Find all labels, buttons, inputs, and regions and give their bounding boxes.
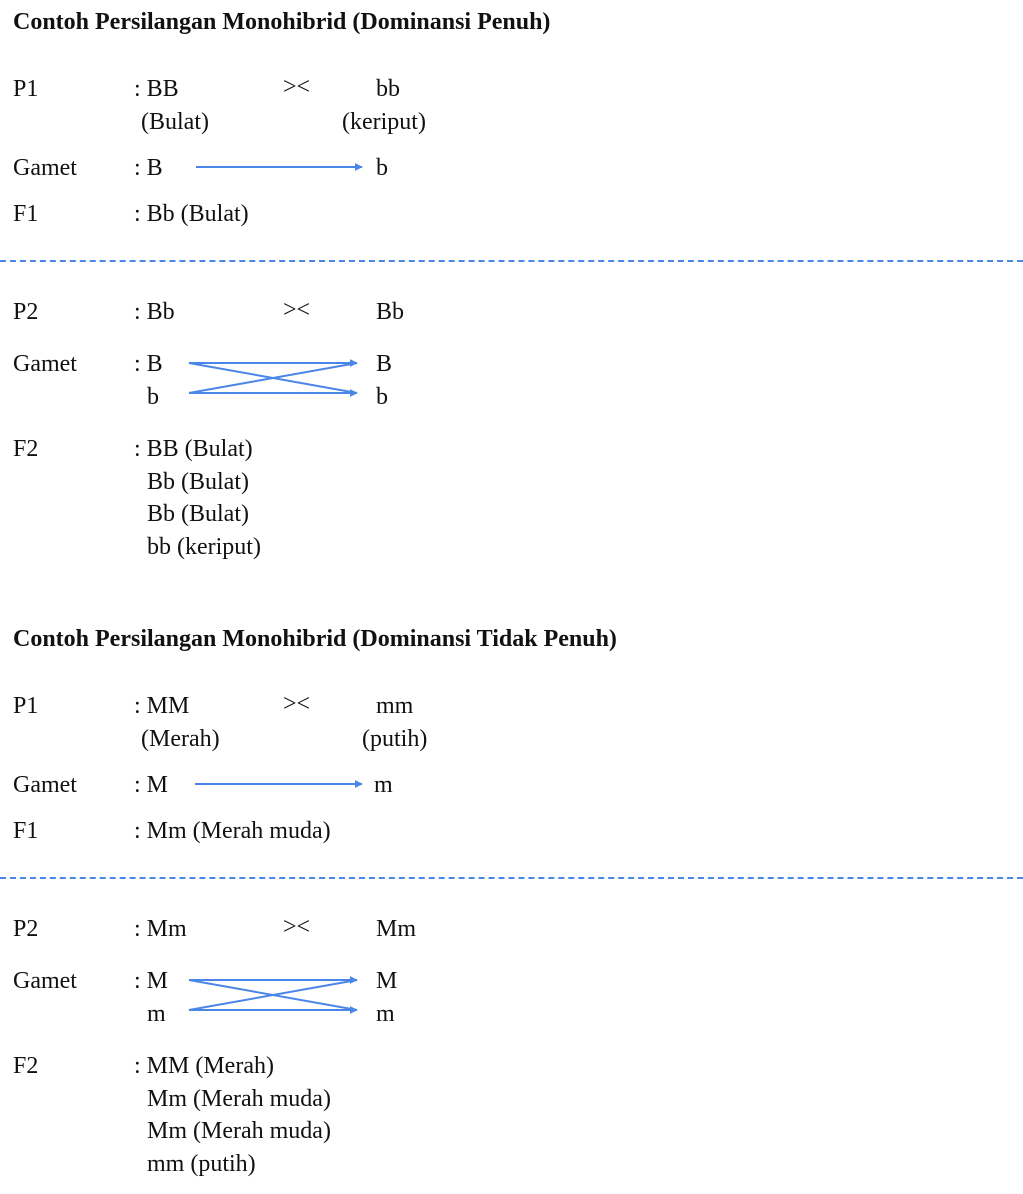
p1-left-phenotype: (Merah) xyxy=(141,726,220,752)
p1-left-genotype: : MM xyxy=(134,693,190,719)
f1-label: F1 xyxy=(13,201,39,227)
f2-line: : MM (Merah) xyxy=(134,1053,274,1079)
cross-symbol: >< xyxy=(283,914,311,940)
gamet-left-2: b xyxy=(147,384,159,410)
p1-right-phenotype: (putih) xyxy=(362,726,428,752)
f1-value: : Mm (Merah muda) xyxy=(134,818,331,844)
gamet-left-1: : B xyxy=(134,351,163,377)
cross-symbol: >< xyxy=(283,691,311,717)
gamet-label: Gamet xyxy=(13,155,77,181)
f2-line: Bb (Bulat) xyxy=(147,501,249,527)
f1-label: F1 xyxy=(13,818,39,844)
p1-label: P1 xyxy=(13,76,39,102)
gamet-left-2: m xyxy=(147,1001,166,1027)
p2-label: P2 xyxy=(13,916,39,942)
gamet-label: Gamet xyxy=(13,968,77,994)
cross-symbol: >< xyxy=(283,297,311,323)
p2-label: P2 xyxy=(13,299,39,325)
gamet-left-1: : M xyxy=(134,968,169,994)
f2-line: Mm (Merah muda) xyxy=(147,1118,331,1144)
p2-right-genotype: Mm xyxy=(376,916,417,942)
f2-line: Bb (Bulat) xyxy=(147,469,249,495)
cross-symbol: >< xyxy=(283,74,311,100)
gamet-right-2: m xyxy=(376,1001,395,1027)
f1-value: : Bb (Bulat) xyxy=(134,201,249,227)
p1-left-phenotype: (Bulat) xyxy=(141,109,209,135)
gamet-left: : M xyxy=(134,772,169,798)
f2-line: mm (putih) xyxy=(147,1151,256,1177)
section2-title: Contoh Persilangan Monohibrid (Dominansi Tidak Penuh) xyxy=(13,626,617,652)
p2-left-genotype: : Mm xyxy=(134,916,187,942)
f2-line: Mm (Merah muda) xyxy=(147,1086,331,1112)
p1-right-genotype: mm xyxy=(376,693,414,719)
f2-line: bb (keriput) xyxy=(147,534,261,560)
gamet-right: m xyxy=(374,772,393,798)
f2-label: F2 xyxy=(13,436,39,462)
f2-label: F2 xyxy=(13,1053,39,1079)
gamet-right-1: M xyxy=(376,968,398,994)
gamet-right: b xyxy=(376,155,388,181)
gamet-label: Gamet xyxy=(13,351,77,377)
gamet-left: : B xyxy=(134,155,163,181)
p1-left-genotype: : BB xyxy=(134,76,179,102)
p1-right-phenotype: (keriput) xyxy=(342,109,426,135)
p2-right-genotype: Bb xyxy=(376,299,405,325)
gamet-label: Gamet xyxy=(13,772,77,798)
p1-label: P1 xyxy=(13,693,39,719)
gamet-right-2: b xyxy=(376,384,388,410)
section1-title: Contoh Persilangan Monohibrid (Dominansi Penuh) xyxy=(13,9,551,35)
f2-line: : BB (Bulat) xyxy=(134,436,253,462)
p1-right-genotype: bb xyxy=(376,76,400,102)
p2-left-genotype: : Bb xyxy=(134,299,175,325)
gamet-right-1: B xyxy=(376,351,393,377)
